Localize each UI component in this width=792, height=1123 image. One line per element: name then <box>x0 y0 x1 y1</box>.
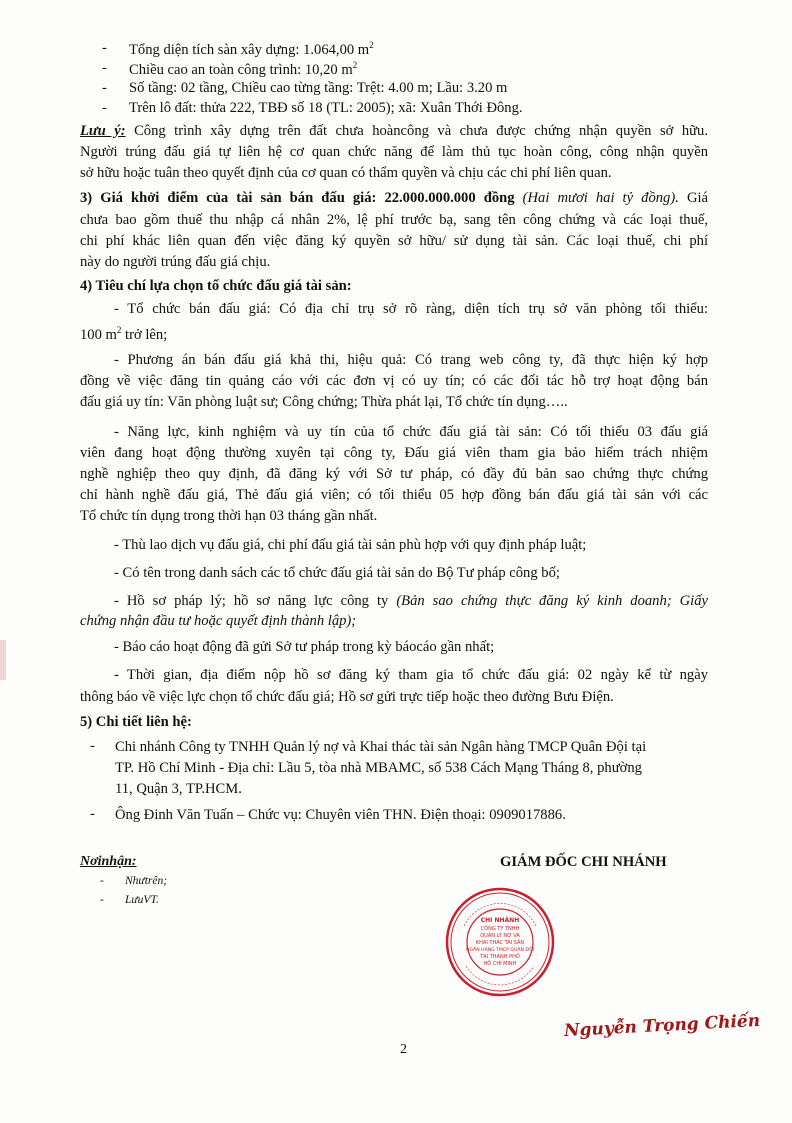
bullet-dash: - <box>102 80 107 96</box>
recipients-label: Nơinhận: <box>80 854 137 869</box>
criteria-item: - Thù lao dịch vụ đấu giá, chi phí đấu giá tài sản phù hợp với quy định pháp luật; <box>114 537 587 553</box>
bullet-dash: - <box>90 738 95 754</box>
svg-text:CÔNG TY TNHH: CÔNG TY TNHH <box>480 926 520 932</box>
bullet-dash: - <box>90 806 95 822</box>
recipient-item: LưuVT. <box>125 894 159 906</box>
section3-line: chưa bao gồm thuế thu nhập cá nhân 2%, lệ phí trước bạ, sang tên công chứng và các loại thuế, <box>80 212 708 228</box>
signer-title: GIÁM ĐỐC CHI NHÁNH <box>500 854 667 870</box>
criteria-item: 100 $m^2$ trở lên; <box>80 325 168 343</box>
note-line: Người trúng đấu giá tự liên hệ cơ quan chức năng để làm thủ tục hoàn công, công nhận quyền <box>80 144 708 160</box>
criteria-item: - Thời gian, địa điểm nộp hồ sơ đăng ký tham gia tổ chức đấu giá: 02 ngày kể từ ngày <box>114 667 708 683</box>
criteria-item: - Phương án bán đấu giá khả thi, hiệu quả: Có trang web công ty, đã thực hiện ký hợp <box>114 352 708 368</box>
criteria-item: - Tổ chức bán đấu giá: Có địa chỉ trụ sở rõ ràng, diện tích trụ sở văn phòng tối thiểu: <box>114 301 708 317</box>
svg-text:TẠI THÀNH PHỐ: TẠI THÀNH PHỐ <box>480 954 520 960</box>
bullet-item: Số tầng: 02 tầng, Chiều cao từng tầng: Trệt: 4.00 m; Lầu: 3.20 m <box>129 80 508 96</box>
criteria-item: chứng nhận đầu tư hoặc quyết định thành lập); <box>80 613 357 629</box>
criteria-item: - Năng lực, kinh nghiệm và uy tín của tổ chức đấu giá tài sản: Có tối thiểu 03 đấu giá <box>114 424 708 440</box>
criteria-item: nghề nghiệp theo quy định, đã đăng ký với Sở tư pháp, có đầy đủ bản sao chứng thực chứng <box>80 466 708 482</box>
contact-line: Ông Đinh Văn Tuấn – Chức vụ: Chuyên viên THN. Điện thoại: 0909017886. <box>115 807 566 823</box>
bullet-dash: - <box>102 60 107 76</box>
bullet-dash: - <box>102 40 107 56</box>
criteria-item: chỉ hành nghề đấu giá, Thẻ đấu giá viên; có tối thiểu 05 hợp đồng bán đấu giá tài sản với các <box>80 487 708 503</box>
svg-text:HỒ CHÍ MINH: HỒ CHÍ MINH <box>483 961 517 967</box>
criteria-item: - Báo cáo hoạt động đã gửi Sở tư pháp trong kỳ báocáo gần nhất; <box>114 639 495 655</box>
note-line: Lưu ý: Công trình xây dựng trên đất chưa hoàncông và chưa được chứng nhận quyền sở hữu. <box>80 123 708 139</box>
recipient-item: Nhưtrên; <box>125 875 168 887</box>
bullet-dash: - <box>102 100 107 116</box>
section4-heading: 4) Tiêu chí lựa chọn tổ chức đấu giá tài sản: <box>80 278 352 294</box>
criteria-item: - Hồ sơ pháp lý; hồ sơ năng lực công ty (Bản sao chứng thực đăng ký kinh doanh; Giấy <box>114 593 708 609</box>
document-page: - Tổng diện tích sàn xây dựng: 1.064,00 $m^2$ - Chiều cao an toàn công trình: 10,20 $m^2$ - Số tầng: 02 tầng, Chiều cao từng tầng: Trệt: 4.00 m; Lầu: 3.20 m - Trên lô đất: thửa 222, TBĐ số 18 (TL: 2005); xã: Xuân Thới Đông. Lưu ý: Công trình xây dựng trên đất chưa hoàncông và chưa được chứng nhận quyền sở hữu. Người trúng đấu giá tự liên hệ cơ quan chức năng để làm thủ tục hoàn công, công nhận quyền sở hữu hoặc tuân theo quyết định của cơ quan có thẩm quyền và chịu các chi phí liên quan. 3) Giá khởi điểm của tài sản bán đấu giá: 22.000.000.000 đồng (Hai mươi hai tỷ đồng). Giá chưa bao gồm thuế thu nhập cá nhân 2%, lệ phí trước bạ, sang tên công chứng và các loại thuế, chi phí khác liên quan đến việc đăng ký quyền sở hữu/ sử dụng tài sản. Các loại thuế, chi phí này do người trúng đấu giá chịu. 4) Tiêu chí lựa chọn tổ chức đấu giá tài sản: - Tổ chức bán đấu giá: Có địa chỉ trụ sở rõ ràng, diện tích trụ sở văn phòng tối thiểu: 100 $m^2$ trở lên; - Phương án bán đấu giá khả thi, hiệu quả: Có trang web công ty, đã thực hiện ký hợp đồng về việc đăng tin quảng cáo với các đơn vị có uy tín; có các đối tác hỗ trợ hoạt động bán đấu giá uy tín: Văn phòng luật sư; Công chứng; Thừa phát lại, Tổ chức tín dụng….. - Năng lực, kinh nghiệm và uy tín của tổ chức đấu giá tài sản: Có tối thiểu 03 đấu giá viên đang hoạt động thường xuyên tại công ty, Đấu giá viên tham gia bảo hiểm trách nhiệm nghề nghiệp theo quy định, đã đăng ký với Sở tư pháp, có đầy đủ bản sao chứng thực chứng chỉ hành nghề đấu giá, Thẻ đấu giá viên; có tối thiểu 05 hợp đồng bán đấu giá tài sản với các Tổ chức tín dụng trong thời hạn 03 tháng gần nhất. - Thù lao dịch vụ đấu giá, chi phí đấu giá tài sản phù hợp với quy định pháp luật; - Có tên trong danh sách các tổ chức đấu giá tài sản do Bộ Tư pháp công bố; - Hồ sơ pháp lý; hồ sơ năng lực công ty (Bản sao chứng thực đăng ký kinh doanh; Giấy chứng nhận đầu tư hoặc quyết định thành lập); - Báo cáo hoạt động đã gửi Sở tư pháp trong kỳ báocáo gần nhất; - Thời gian, địa điểm nộp hồ sơ đăng ký tham gia tổ chức đấu giá: 02 ngày kể từ ngày thông báo về việc lực chọn tổ chức đấu giá; Hồ sơ gửi trực tiếp hoặc theo đường Bưu Điện. 5) Chi tiết liên hệ: - Chi nhánh Công ty TNHH Quản lý nợ và Khai thác tài sản Ngân hàng TMCP Quân Đội tại TP. Hồ Chí Minh - Địa chỉ: Lầu 5, tòa nhà MBAMC, số 538 Cách Mạng Tháng 8, phường 11, Quận 3, TP.HCM. - Ông Đinh Văn Tuấn – Chức vụ: Chuyên viên THN. Điện thoại: 0909017886. Nơinhận: - Nhưtrên; - LưuVT. GIÁM ĐỐC CHI NHÁNH CHI NHÁNH CÔNG TY TNHH QUẢN LÝ NỢ VÀ KHAI THÁC TÀI SẢN NGÂN HÀNG TMCP QUÂN ĐỘI TẠI THÀNH PHỐ HỒ CHÍ MINH Nguyễn Trọng Chiến 2 <box>0 0 792 1123</box>
section3-line: chi phí khác liên quan đến việc đăng ký quyền sở hữu/ sử dụng tài sản. Các loại thuế, chi phí <box>80 233 708 249</box>
criteria-item: đồng về việc đăng tin quảng cáo với các đơn vị có uy tín; có các đối tác hỗ trợ hoạt động bán <box>80 373 708 389</box>
bullet-item: Chiều cao an toàn công trình: 10,20 $m^2$ <box>129 60 358 78</box>
svg-text:CHI NHÁNH: CHI NHÁNH <box>480 917 520 924</box>
contact-line: 11, Quận 3, TP.HCM. <box>115 781 242 797</box>
note-label: Lưu ý: <box>80 123 126 139</box>
svg-text:KHAI THÁC TÀI SẢN: KHAI THÁC TÀI SẢN <box>475 940 525 946</box>
signature: Nguyễn Trọng Chiến <box>563 1010 761 1042</box>
svg-text:NGÂN HÀNG TMCP QUÂN ĐỘI: NGÂN HÀNG TMCP QUÂN ĐỘI <box>466 948 534 953</box>
note-line: sở hữu hoặc tuân theo quyết định của cơ quan có thẩm quyền và chịu các chi phí liên quan. <box>80 165 612 181</box>
svg-text:QUẢN LÝ NỢ VÀ: QUẢN LÝ NỢ VÀ <box>480 933 520 939</box>
section3-line: này do người trúng đấu giá chịu. <box>80 254 271 270</box>
contact-line: TP. Hồ Chí Minh - Địa chỉ: Lầu 5, tòa nhà MBAMC, số 538 Cách Mạng Tháng 8, phường <box>115 760 642 776</box>
criteria-item: Tổ chức tín dụng trong thời hạn 03 tháng gần nhất. <box>80 508 378 524</box>
criteria-item: đấu giá uy tín: Văn phòng luật sư; Công chứng; Thừa phát lại, Tổ chức tín dụng….. <box>80 394 568 410</box>
contact-line: Chi nhánh Công ty TNHH Quản lý nợ và Khai thác tài sản Ngân hàng TMCP Quân Đội tại <box>115 739 647 755</box>
section3-heading: 3) Giá khởi điểm của tài sản bán đấu giá: 22.000.000.000 đồng (Hai mươi hai tỷ đồng). Giá <box>80 190 709 206</box>
criteria-item: - Có tên trong danh sách các tổ chức đấu giá tài sản do Bộ Tư pháp công bố; <box>114 565 560 581</box>
scan-edge-mark <box>0 640 6 680</box>
criteria-item: thông báo về việc lực chọn tổ chức đấu giá; Hồ sơ gửi trực tiếp hoặc theo đường Bưu Điện. <box>80 689 614 705</box>
company-seal <box>444 886 556 998</box>
page-number: 2 <box>400 1042 407 1057</box>
criteria-item: viên đang hoạt động thường xuyên tại công ty, Đấu giá viên tham gia bảo hiểm trách nhiệm <box>80 445 708 461</box>
section5-heading: 5) Chi tiết liên hệ: <box>80 714 192 730</box>
bullet-item: Trên lô đất: thửa 222, TBĐ số 18 (TL: 2005); xã: Xuân Thới Đông. <box>129 100 523 116</box>
bullet-item: Tổng diện tích sàn xây dựng: 1.064,00 $m^2$ <box>129 40 374 58</box>
